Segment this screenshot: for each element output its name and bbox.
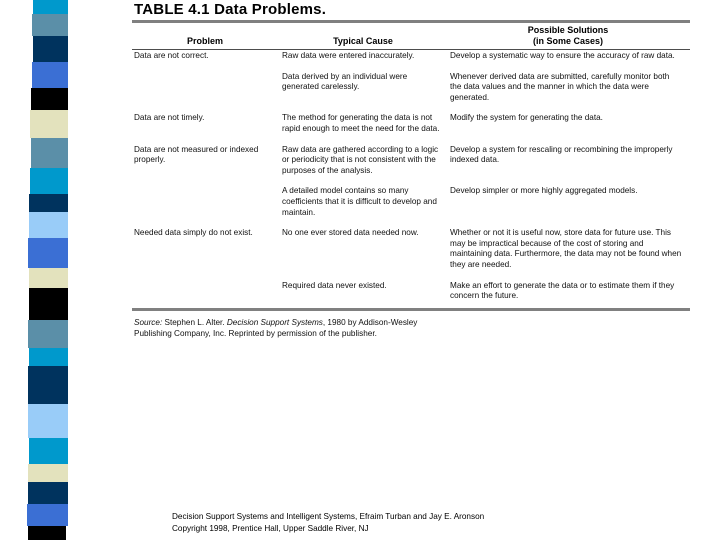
spacer-cell <box>132 63 280 71</box>
cell-cause: Required data never existed. <box>282 280 387 290</box>
table-header <box>132 23 690 50</box>
color-band <box>33 0 68 14</box>
color-band <box>27 504 68 526</box>
column-header-possible-solutions <box>448 23 690 50</box>
spacer-cell <box>132 177 280 185</box>
table-row-spacer <box>132 104 690 112</box>
table-row <box>132 71 690 105</box>
table-body <box>132 50 690 303</box>
color-band <box>28 404 68 438</box>
cell-cause: Data derived by an individual were generated carelessly. <box>282 71 408 92</box>
cell-cause: Raw data are gathered according to a logic or periodicity that is not consistent with the purposes of the analysis. <box>282 144 439 175</box>
color-band <box>29 194 68 212</box>
source-line2: Publishing Company, Inc. Reprinted by permission of the publisher. <box>134 328 377 338</box>
cell-problem: Data are not measured or indexed properly. <box>134 144 259 165</box>
color-band <box>31 138 68 168</box>
cell-solution: Develop a system for rescaling or recombining the improperly indexed data. <box>450 144 673 165</box>
cell-problem: Data are not correct. <box>134 51 209 60</box>
color-band <box>28 526 66 540</box>
table-row <box>132 112 690 135</box>
cell-solution: Whether or not it is useful now, store data for future use. This may be impractical because of the cost of storing and maintaining data. Furthermore, the data may not be found when they are needed. <box>450 228 682 269</box>
spacer-cell <box>280 104 448 112</box>
cell-solution: Develop a systematic way to ensure the accuracy of raw data. <box>450 51 675 60</box>
cell-solution: Modify the system for generating the data. <box>450 113 603 123</box>
slide-content <box>132 0 692 540</box>
source-work-title: Decision Support Systems <box>226 317 323 327</box>
color-band <box>28 366 68 404</box>
color-band <box>29 288 68 320</box>
spacer-cell <box>280 63 448 71</box>
cell-solution: Whenever derived data are submitted, carefully monitor both the data values and the manner in which the data were generated. <box>450 71 670 102</box>
spacer-cell <box>448 219 690 227</box>
color-band <box>33 36 68 62</box>
decorative-color-strip <box>0 0 110 540</box>
cell-problem: Needed data simply do not exist. <box>134 228 253 238</box>
data-problems-table <box>132 23 690 303</box>
table-header-row <box>132 23 690 50</box>
color-band <box>30 168 68 194</box>
color-band <box>29 268 68 288</box>
color-band <box>30 110 68 138</box>
page-title: TABLE 4.1 Data Problems. <box>134 1 327 18</box>
spacer-cell <box>132 272 280 280</box>
source-year-publisher: , 1980 by Addison-Wesley <box>322 317 418 327</box>
column-header-problem <box>132 23 280 50</box>
table-row <box>132 280 690 303</box>
spacer-cell <box>448 104 690 112</box>
table-row <box>132 227 690 271</box>
spacer-cell <box>132 219 280 227</box>
table-row-spacer <box>132 63 690 71</box>
color-band <box>29 348 68 366</box>
color-band <box>28 238 68 268</box>
column-header-solution-line2: (in Some Cases) <box>532 36 604 46</box>
source-author: Stephen L. Alter. <box>162 317 227 327</box>
spacer-cell <box>280 272 448 280</box>
spacer-cell <box>280 177 448 185</box>
color-band <box>32 14 68 36</box>
cell-problem <box>132 280 280 303</box>
source-citation <box>132 311 690 339</box>
cell-problem: Data are not timely. <box>134 113 205 123</box>
spacer-cell <box>448 136 690 144</box>
cell-cause: A detailed model contains so many coefficients that it is difficult to develop and maintain. <box>282 186 437 217</box>
column-header-problem-label: Problem <box>186 36 223 46</box>
spacer-cell <box>448 272 690 280</box>
cell-problem <box>132 185 280 219</box>
cell-problem <box>132 71 280 105</box>
spacer-cell <box>280 136 448 144</box>
table-row-spacer <box>132 219 690 227</box>
table-row-spacer <box>132 177 690 185</box>
column-header-solution-line1: Possible Solutions <box>527 25 609 35</box>
table-row-spacer <box>132 272 690 280</box>
cell-cause: The method for generating the data is not rapid enough to meet the need for the data. <box>282 113 440 133</box>
table-row-spacer <box>132 136 690 144</box>
spacer-cell <box>448 63 690 71</box>
cell-solution: Develop simpler or more highly aggregated models. <box>450 186 638 196</box>
cell-cause: No one ever stored data needed now. <box>282 228 419 238</box>
cell-cause: Raw data were entered inaccurately. <box>282 51 415 60</box>
column-header-cause-label: Typical Cause <box>333 36 393 46</box>
color-band <box>29 212 68 238</box>
column-header-typical-cause <box>280 23 448 50</box>
footer-line-2: Copyright 1998, Prentice Hall, Upper Saddle River, NJ <box>172 523 369 533</box>
table-row <box>132 185 690 219</box>
footer-line-1: Decision Support Systems and Intelligent Systems, Efraim Turban and Jay E. Aronson <box>172 512 485 521</box>
spacer-cell <box>448 177 690 185</box>
table-row <box>132 144 690 178</box>
color-band <box>28 482 68 504</box>
source-label: Source: <box>134 317 163 327</box>
spacer-cell <box>132 136 280 144</box>
color-band <box>28 320 68 348</box>
spacer-cell <box>280 219 448 227</box>
slide-footer <box>172 511 712 534</box>
color-band <box>32 62 68 88</box>
cell-solution: Make an effort to generate the data or to estimate them if they concern the future. <box>450 280 675 301</box>
spacer-cell <box>132 104 280 112</box>
color-band <box>31 88 68 110</box>
table-row <box>132 50 690 63</box>
color-band <box>29 438 68 464</box>
color-band <box>28 464 68 482</box>
